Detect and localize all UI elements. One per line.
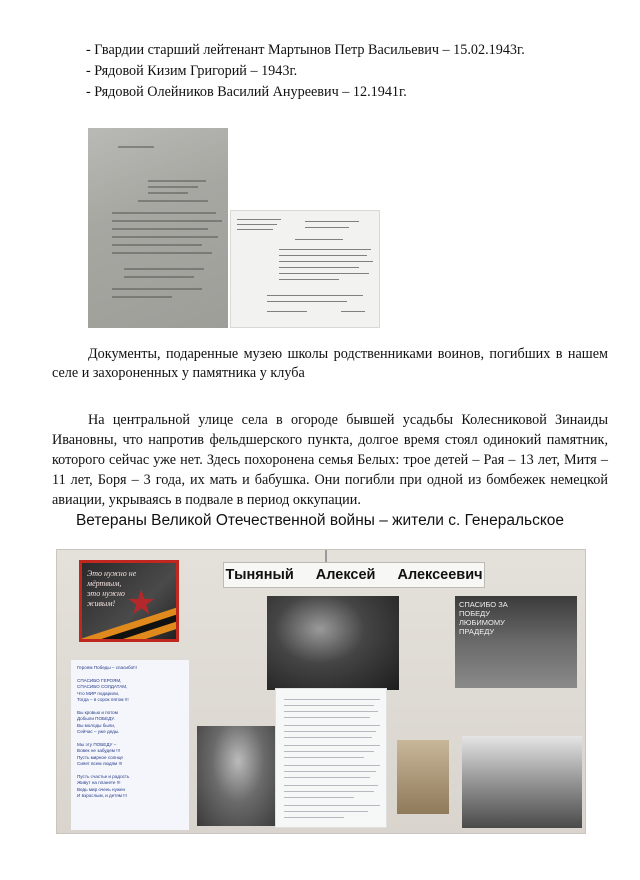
memorial-paragraph: На центральной улице села в огороде бывшей усадьбы Колесниковой Зинаиды Ивановны, что напротив фельдшерского пункта, долгое время стоял одинокий памятник, которого сейчас уже нет. Здесь похоронена семья Белых: трое детей – Рая – 13 лет, Митя – 11 лет, Боря – 3 года, их мать и бабушка. Они погибли при одной из бомбежек немецкой авиации, укрываясь в подвале в период оккупации. — [52, 412, 608, 508]
fallen-soldiers-list — [86, 40, 606, 103]
veteran-portrait-photo — [267, 596, 399, 690]
veteran-nameplate: Тыняный Алексей Алексеевич — [223, 562, 485, 588]
old-document-right — [230, 210, 380, 328]
veterans-board-photo — [56, 549, 586, 834]
biography-text-card — [275, 688, 387, 828]
list-item: - Рядовой Олейников Василий Ануреевич – 12.1941г. — [86, 84, 407, 100]
list-item: - Рядовой Кизим Григорий – 1943г. — [86, 63, 298, 79]
group-photo — [462, 736, 582, 828]
pushpin-icon — [325, 550, 327, 562]
veterans-heading: Ветераны Великой Отечественной войны – жители с. Генеральское — [75, 512, 565, 529]
old-document-left — [88, 128, 228, 328]
memorial-poster — [79, 560, 179, 642]
soldier-photo — [397, 740, 449, 814]
list-item: - Гвардии старший лейтенант Мартынов Петр Васильевич – 15.02.1943г. — [86, 42, 525, 58]
red-star-icon: ★ — [126, 585, 157, 622]
poster-text: Это нужно не мёртвым, это нужно живым! — [87, 569, 137, 608]
documents-photo — [88, 128, 380, 328]
documents-caption: Документы, подаренные музею школы родственниками воинов, погибших в нашем селе и захороненных у памятника у клуба — [52, 346, 608, 381]
victory-poem: Героям Победы – спасибо!!! СПАСИБО ГЕРОЯМ, СПАСИБО СОЛДАТАМ, Что МИР подарили, Тогда – в сорок пятом !!! Вы кровью и потом Добыли ПОБЕДУ. Вы молоды были, Сейчас – уже деды. Мы эту ПОБЕДУ – Вовек не забудем !!! Пусть мирное солнце Сияет всем людям !!! Пусть счастье и радость Живут на планете !!! Ведь мир очень нужен И взрослым, и детям !!! — [71, 660, 189, 830]
parade-banner: СПАСИБО ЗА ПОБЕДУ ЛЮБИМОМУ ПРАДЕДУ — [459, 600, 508, 636]
veteran-medals-photo — [197, 726, 279, 826]
parade-photo — [455, 596, 577, 688]
